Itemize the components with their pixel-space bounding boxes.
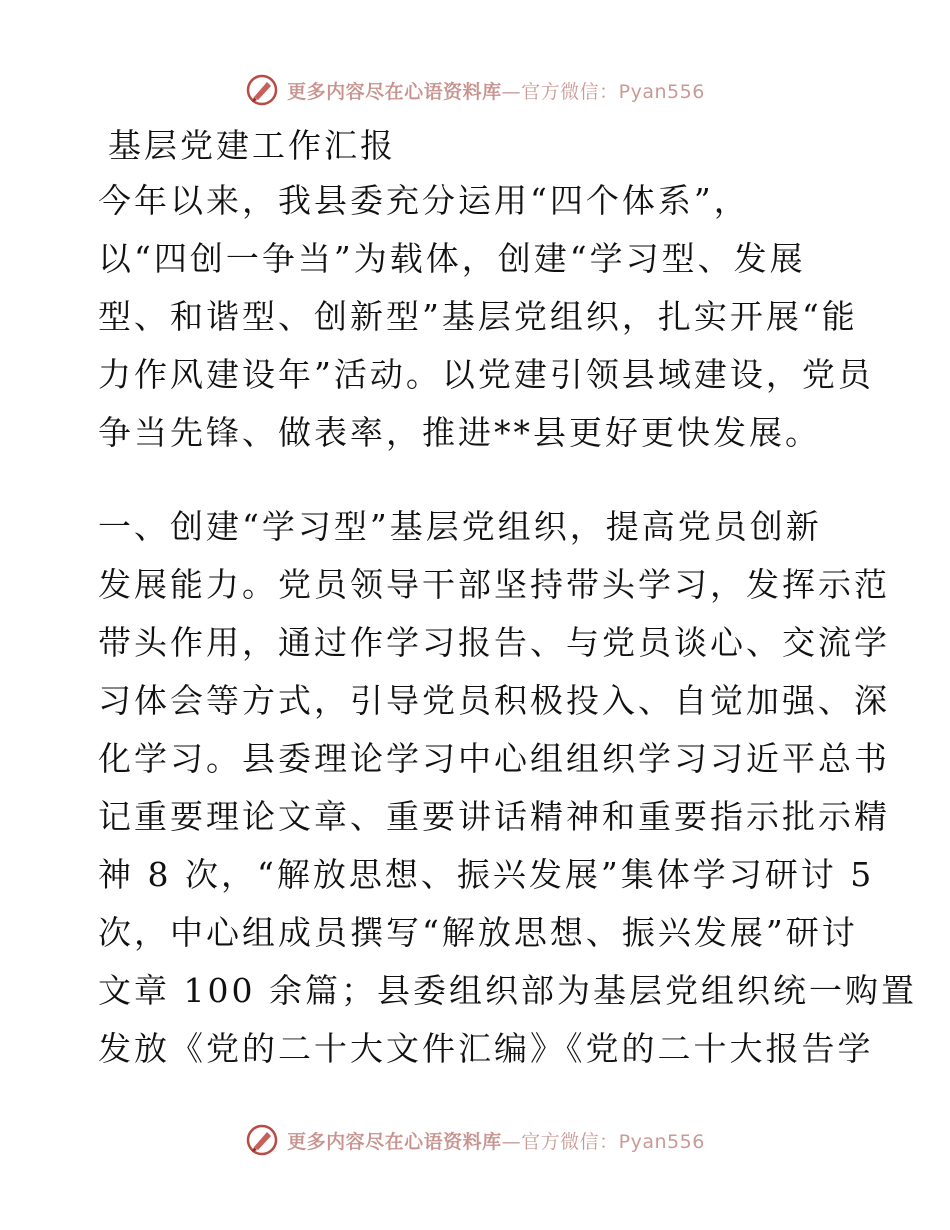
paragraph-line: 发展能力。党员领导干部坚持带头学习，发挥示范 bbox=[98, 565, 890, 604]
paragraph-line: 文章 100 余篇；县委组织部为基层党组织统一购置 bbox=[98, 971, 917, 1010]
paragraph-line: 次，中心组成员撰写“解放思想、振兴发展”研讨 bbox=[98, 913, 858, 952]
paragraph-line: 化学习。县委理论学习中心组组织学习习近平总书 bbox=[98, 739, 890, 778]
paragraph-line: 习体会等方式，引导党员积极投入、自觉加强、深 bbox=[98, 681, 890, 720]
paragraph-line: 力作风建设年”活动。以党建引领县域建设，党员 bbox=[98, 355, 874, 394]
pen-logo-icon bbox=[245, 73, 279, 107]
pen-logo-icon bbox=[245, 1123, 279, 1157]
paragraph-line: 一、创建“学习型”基层党组织，提高党员创新 bbox=[98, 507, 822, 546]
paragraph-line: 今年以来，我县委充分运用“四个体系”， bbox=[98, 181, 750, 220]
paragraph-line: 神 8 次，“解放思想、振兴发展”集体学习研讨 5 bbox=[98, 855, 875, 894]
watermark-text: 更多内容尽在心语资料库—官方微信：Pyan556 bbox=[287, 80, 705, 103]
paragraph-line: 型、和谐型、创新型”基层党组织，扎实开展“能 bbox=[98, 297, 858, 336]
watermark-text: 更多内容尽在心语资料库—官方微信：Pyan556 bbox=[287, 1130, 705, 1153]
paragraph-line: 争当先锋、做表率，推进**县更好更快发展。 bbox=[98, 413, 821, 452]
paragraph-line: 发放《党的二十大文件汇编》《党的二十大报告学 bbox=[98, 1029, 874, 1068]
header-watermark bbox=[0, 70, 950, 110]
paragraph-line: 带头作用，通过作学习报告、与党员谈心、交流学 bbox=[98, 623, 890, 662]
paragraph-intro bbox=[98, 172, 874, 462]
document-title: 基层党建工作汇报 bbox=[108, 126, 396, 165]
footer-watermark bbox=[0, 1120, 950, 1160]
paragraph-section-one bbox=[98, 498, 917, 1078]
paragraph-line: 以“四创一争当”为载体，创建“学习型、发展 bbox=[98, 239, 806, 278]
paragraph-line: 记重要理论文章、重要讲话精神和重要指示批示精 bbox=[98, 797, 890, 836]
